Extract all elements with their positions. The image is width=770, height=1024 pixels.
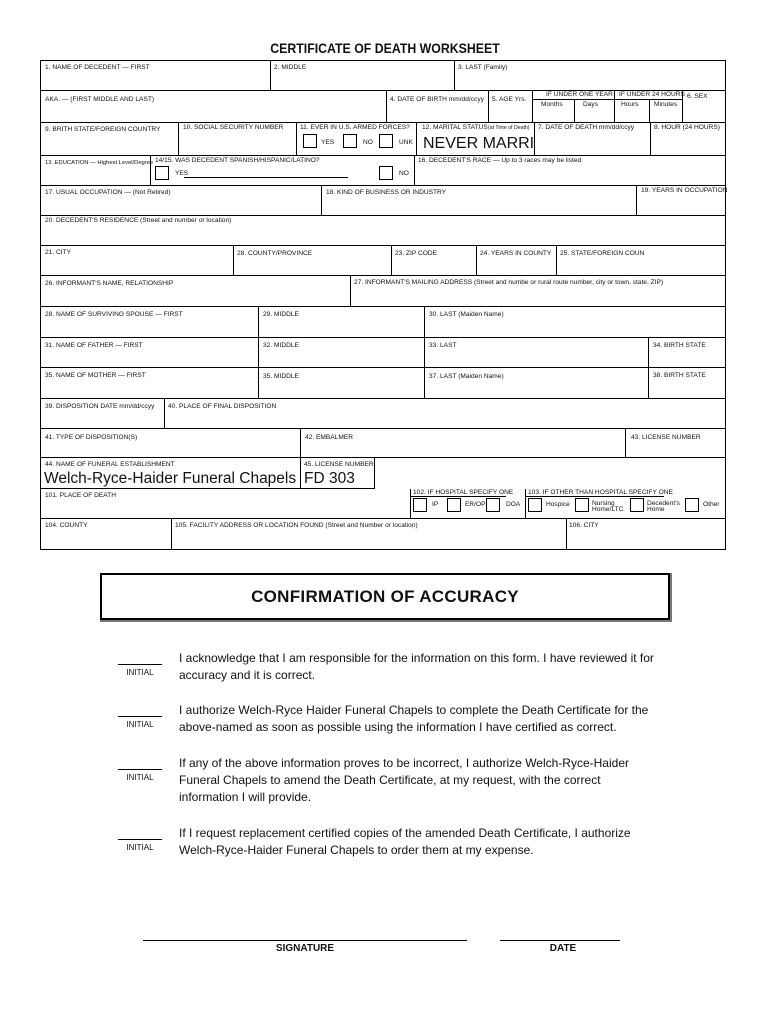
label: 27. INFORMANT'S MAILING ADDRESS (Street and numbe or rural route number, city or town, state, ZIP) [354,279,664,286]
field-place-disposition[interactable] [165,399,725,429]
field-father-first[interactable] [41,338,259,368]
hospital-ip-checkbox[interactable] [413,498,427,512]
label: 41. TYPE OF DISPOSITION(S) [45,434,138,441]
label: 6. SEX [687,93,708,100]
field-race[interactable] [415,156,725,186]
label: Nursing Home/LTC [592,500,624,513]
decedents-home-checkbox[interactable] [630,498,644,512]
label: 2. MIDDLE [274,64,307,71]
label: Decedent's Home [647,500,680,513]
marital-status-value: NEVER MARRI [423,135,535,152]
label: 42. EMBALMER [305,434,354,441]
label: 5. AGE Yrs. [492,96,527,103]
field-embalmer[interactable] [301,429,626,458]
field-disposition-date[interactable] [41,399,165,429]
initial-line-4[interactable] [118,839,162,840]
label: 29. MIDDLE [263,311,299,318]
label: 20. DECEDENT'S RESIDENCE (Street and number or location) [45,217,232,224]
confirmation-heading-box [100,573,670,620]
field-occupation[interactable] [41,186,322,216]
label: 101. PLACE OF DEATH [45,492,116,499]
field-sex[interactable] [683,91,725,123]
initial-line-1[interactable] [118,664,162,665]
field-business[interactable] [322,186,637,216]
initial-line-3[interactable] [118,769,162,770]
label: YES [321,139,335,146]
label: 104. COUNTY [45,522,88,529]
label: Months [541,101,563,108]
label: Hospice [546,501,570,508]
label: IP [432,501,439,508]
label: 28. NAME OF SURVIVING SPOUSE — FIRST [45,311,183,318]
initial-label-1: INITIAL [126,668,154,677]
signature-line[interactable] [143,940,467,941]
label: 25. STATE/FOREIGN COUN [560,250,645,257]
label: 35. MIDDLE [263,373,299,380]
label: Hours [621,101,639,108]
date-label: DATE [549,943,577,954]
label: 8. HOUR (24 HOURS) [654,124,720,131]
field-informant-name[interactable] [41,276,351,307]
hospital-erop-checkbox[interactable] [447,498,461,512]
field-under-one-year[interactable] [533,91,615,123]
label: UNK [399,139,413,146]
field-city-of-death[interactable] [567,519,725,550]
field-informant-address[interactable] [351,276,725,307]
hospice-checkbox[interactable] [528,498,542,512]
field-facility-address[interactable] [172,519,567,550]
confirmation-title: CONFIRMATION OF ACCURACY [251,587,519,606]
field-education[interactable] [41,156,154,186]
field-mother-last[interactable] [425,368,649,399]
label: 43. LICENSE NUMBER [631,434,701,441]
label: 39. DISPOSITION DATE mm/dd/ccyy [45,403,155,410]
date-line[interactable] [500,940,620,941]
nursing-home-checkbox[interactable] [575,498,589,512]
field-hour-of-death[interactable] [651,123,725,156]
field-funeral-establishment[interactable] [41,458,301,489]
field-marital-status[interactable] [417,123,535,156]
label: 3. LAST (Family) [458,64,508,71]
label: Other [703,501,720,508]
form-title: CERTIFICATE OF DEATH WORKSHEET [270,40,500,56]
death-worksheet-grid [40,60,726,550]
label: 7. DATE OF DEATH mm/dd/ccyy [538,124,635,131]
field-embalmer-license[interactable] [626,429,725,458]
label: IF UNDER ONE YEAR [546,91,613,98]
label: Days [583,101,599,108]
field-armed-forces[interactable] [297,123,417,156]
field-first-name[interactable] [41,61,271,91]
label: 30. LAST (Maiden Name) [429,311,504,318]
field-spouse-last[interactable] [425,307,725,338]
field-birth-state[interactable] [41,123,179,156]
label: 34. BIRTH STATE [653,342,706,349]
label: 19. YEARS IN OCCUPATION [641,187,728,194]
label: 14/15. WAS DECEDENT SPANISH/HISPANIC/LATINO? [155,157,320,164]
field-father-middle[interactable] [259,338,425,368]
label: 11. EVER IN U.S. ARMED FORCES? [300,124,410,131]
field-years-occupation[interactable] [637,186,728,216]
field-city[interactable] [41,246,234,276]
field-spouse-first[interactable] [41,307,259,338]
hispanic-yes-checkbox[interactable] [155,166,169,180]
label: 31. NAME OF FATHER — FIRST [45,342,143,349]
field-mother-birth-state[interactable] [649,368,725,399]
field-aka[interactable] [41,91,387,123]
hispanic-no-checkbox[interactable] [379,166,393,180]
statement-3: If any of the above information proves to be incorrect, I authorize Welch-Ryce-Haider Funeral Chapels to amend the Death Certificate, at my request, with the correct information I will provide. [179,756,629,804]
label: 28. COUNTY/PROVINCE [237,250,313,257]
label: 18. KIND OF BUSINESS OR INDUSTRY [326,189,447,196]
label: 24. YEARS IN COUNTY [480,250,552,257]
label: DOA [506,501,521,508]
field-place-of-death[interactable] [41,489,411,519]
field-age-years[interactable] [489,91,533,123]
statement-4: If I request replacement certified copies of the amended Death Certificate, I authorize Welch-Ryce-Haider Funeral Chapels to order them at my expense. [179,826,631,857]
field-mother-first[interactable] [41,368,259,399]
label: 17. USUAL OCCUPATION — (Not Retired) [45,189,171,196]
label: IF UNDER 24 HOURS [619,91,685,98]
label: 23. ZIP CODE [395,250,438,257]
label: 103. IF OTHER THAN HOSPITAL SPECIFY ONE [528,489,673,496]
field-hispanic[interactable] [151,156,415,186]
field-zip[interactable] [392,246,477,276]
armed-forces-no-checkbox[interactable] [343,134,357,148]
hospital-doa-checkbox[interactable] [486,498,500,512]
field-hospital-type[interactable] [411,489,526,519]
field-under-24-hours[interactable] [615,91,683,123]
label: 102. IF HOSPITAL SPECIFY ONE [413,489,514,496]
funeral-establishment-value: Welch-Ryce-Haider Funeral Chapels [44,470,297,487]
label: 16. DECEDENT'S RACE — Up to 3 races may be listed [418,157,582,164]
label: NO [363,139,373,146]
statement-1: I acknowledge that I am responsible for the information on this form. I have reviewed it for accuracy and it is correct. [179,651,654,682]
label: 1. NAME OF DECEDENT — FIRST [45,64,150,71]
label: 45. LICENSE NUMBER [304,461,374,468]
field-county-of-death[interactable] [41,519,172,550]
field-spouse-middle[interactable] [259,307,425,338]
field-date-of-birth[interactable] [387,91,489,123]
initial-label-2: INITIAL [126,720,154,729]
funeral-license-value: FD 303 [304,470,355,487]
label: 13. EDUCATION — Highest Level/Degree [45,160,154,166]
label: (at Time of Death) [488,125,530,131]
other-place-checkbox[interactable] [685,498,699,512]
label: 9. BRITH STATE/FOREIGN COUNTRY [45,126,161,133]
label: YES [175,170,189,177]
field-funeral-license[interactable] [301,458,375,489]
signature-label: SIGNATURE [275,943,335,954]
label: 4. DATE OF BIRTH mm/dd/ccyy [390,96,484,103]
field-middle-name[interactable] [271,61,455,91]
label: 44. NAME OF FUNERAL ESTABLISHMENT [45,461,175,468]
label: 21. CITY [45,249,72,256]
label: 106. CITY [569,522,599,529]
label: 35. NAME OF MOTHER — FIRST [45,372,146,379]
label: 33. LAST [429,342,457,349]
field-other-place[interactable] [526,489,725,519]
label: 12. MARITAL STATUS [422,124,488,131]
label: 40. PLACE OF FINAL DISPOSITION [168,403,277,410]
label: 26. INFORMANT'S NAME, RELATIONSHIP [45,280,174,287]
field-disposition-type[interactable] [41,429,301,458]
label: 37. LAST (Maiden Name) [429,373,504,380]
armed-forces-unk-checkbox[interactable] [379,134,393,148]
label: AKA. — (FIRST MIDDLE AND LAST) [45,96,155,103]
initial-label-4: INITIAL [126,843,154,852]
field-county-province[interactable] [234,246,392,276]
initial-line-2[interactable] [118,716,162,717]
field-years-county[interactable] [477,246,557,276]
field-father-birth-state[interactable] [649,338,725,368]
label: NO [399,170,409,177]
label: 10. SOCIAL SECURITY NUMBER [183,124,284,131]
statement-2: I authorize Welch-Ryce Haider Funeral Chapels to complete the Death Certificate for the above-named as soon as possible using the information I have certified as correct. [179,703,649,734]
label: 32. MIDDLE [263,342,299,349]
label: 105. FACILITY ADDRESS OR LOCATION FOUND (Street and Number or location) [175,522,418,529]
field-state-country[interactable] [557,246,725,276]
field-date-of-death[interactable] [535,123,651,156]
field-ssn[interactable] [179,123,297,156]
field-last-name[interactable] [455,61,725,91]
field-mother-middle[interactable] [259,368,425,399]
field-residence[interactable] [41,216,725,246]
initial-label-3: INITIAL [126,773,154,782]
armed-forces-yes-checkbox[interactable] [303,134,317,148]
label: 38. BIRTH STATE [653,372,706,379]
label: Minutes [654,101,678,108]
field-father-last[interactable] [425,338,649,368]
label: ER/OP [465,501,486,508]
